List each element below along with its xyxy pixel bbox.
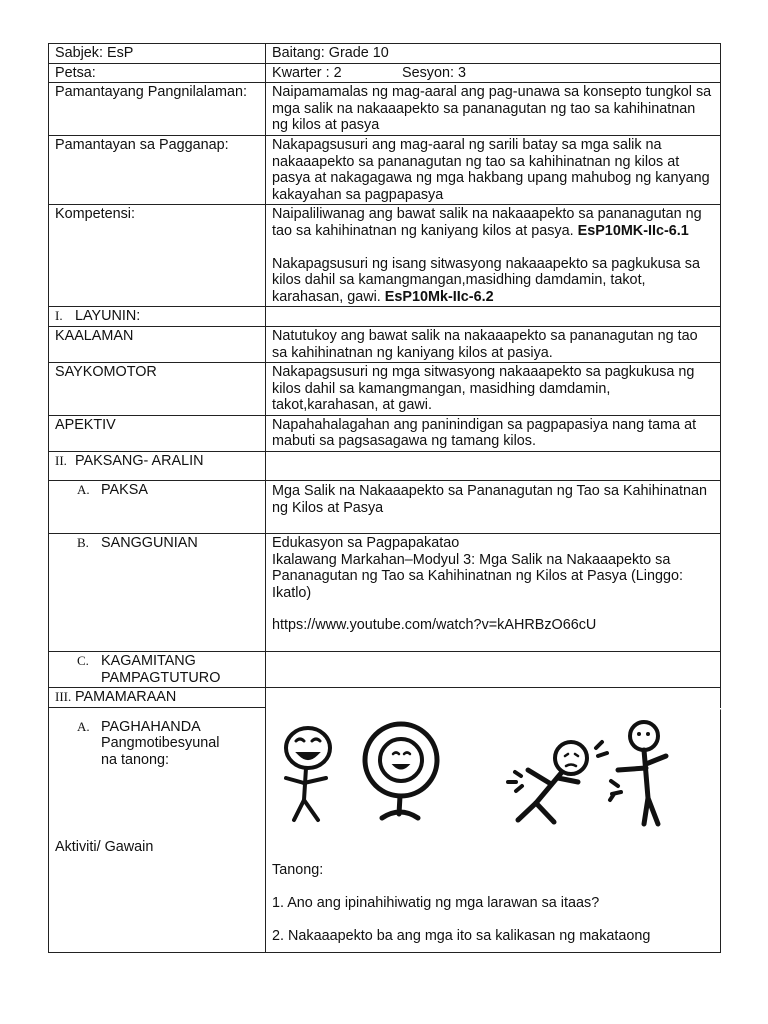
lesson-plan-table (48, 43, 721, 953)
paksa-text (266, 481, 721, 534)
table-row (49, 707, 721, 952)
content-standard-label: Pamantayang Pangnilalaman: (49, 83, 266, 136)
session-text: Sesyon: 3 (402, 64, 466, 81)
spacer (272, 634, 715, 650)
item-letter: C. (77, 653, 89, 669)
table-row (49, 415, 721, 451)
quarter-session-cell (266, 63, 721, 83)
competency-2-text: Nakapagsusuri ng isang sitwasyong nakaaapekto sa pagkukusa sa kilos dahil sa kamangmangan,masidhing damdamin, takot, karahasan, gawi. (272, 255, 700, 305)
section-title: PAKSANG- ARALIN (75, 453, 204, 470)
item-letter: B. (77, 535, 89, 551)
table-row (49, 44, 721, 64)
table-row (49, 652, 721, 688)
sanggunian-module: Ikalawang Markahan–Modyul 3: Mga Salik na Nakaaapekto sa Pananagutan ng Tao sa Kahihinatnan ng Kilos at Pasya (Linggo: Ikatlo) (272, 551, 683, 601)
stick-figure-images (266, 708, 720, 862)
competency-label: Kompetensi: (49, 205, 266, 307)
apektiv-label: APEKTIV (49, 415, 266, 451)
item-letter: A. (77, 718, 90, 734)
section-number: III. (55, 689, 72, 705)
paghahanda-label: PAGHAHANDA (101, 718, 201, 735)
empty-cell (266, 652, 721, 688)
sanggunian-label: SANGGUNIAN (101, 535, 198, 552)
table-row (49, 83, 721, 136)
table-row (49, 135, 721, 204)
content-standard-text: Naipamamalas ng mag-aaral ang pag-unawa sa konsepto tungkol sa mga salik na nakaaapekto sa pananagutan ng tao sa kahihinatnan ng kilos at pasya (266, 83, 721, 136)
paghahanda-label-cell (49, 707, 266, 952)
na-tanong-label: na tanong: (101, 752, 170, 768)
date-label: Petsa: (49, 63, 266, 83)
fighting-figures-image (508, 722, 666, 824)
sanggunian-link[interactable]: https://www.youtube.com/watch?v=kAHRBzO66cU (272, 617, 597, 634)
competency-2-code: EsP10Mk-IIc-6.2 (384, 288, 494, 305)
empty-cell (266, 452, 721, 481)
spacer (272, 601, 715, 617)
paghahanda-cell (266, 707, 721, 952)
competency-1-code: EsP10MK-IIc-6.1 (577, 222, 689, 239)
item-letter: A. (77, 482, 90, 498)
quarter-text: Kwarter : 2 (272, 64, 342, 81)
kagamitan-label-cell (49, 652, 266, 688)
table-row (49, 363, 721, 416)
performance-standard-text: Nakapagsusuri ang mag-aaral ng sarili batay sa mga salik na nakaaapekto sa pananagutan ng tao sa kahihinatnan ng kilos at pasya at nakagagawa ng mga hakbang upang mahubog ng kanyang kakayahan sa pagpapasya (266, 135, 721, 204)
section-number: II. (55, 453, 67, 469)
grade-cell: Baitang: Grade 10 (266, 44, 721, 64)
performance-standard-label: Pamantayan sa Pagganap: (49, 135, 266, 204)
competency-cell (266, 205, 721, 307)
pamamaraan-heading (49, 688, 266, 708)
stick-figure-drawings (266, 708, 722, 862)
section-title: LAYUNIN: (75, 308, 141, 325)
laughing-figure-image (286, 728, 330, 820)
section-number: I. (55, 308, 63, 324)
competency-2 (272, 256, 715, 306)
table-row (49, 688, 721, 708)
spacer (272, 240, 715, 256)
paksa-label-cell (49, 481, 266, 534)
section-title: PAMAMARAAN (75, 689, 177, 706)
empty-cell (266, 307, 721, 327)
apektiv-text: Napahahalagahan ang paninindigan sa pagpapasiya nang tama at mabuti sa pagsasagawa ng tamang kilos. (266, 415, 721, 451)
table-row (49, 452, 721, 481)
kaalaman-text: Natutukoy ang bawat salik na nakaaapekto sa pananagutan ng tao sa kahihinatnan ng kaniyang kilos at pasiya. (266, 326, 721, 362)
sanggunian-label-cell (49, 534, 266, 652)
kagamitan-label-1: KAGAMITANG (101, 653, 196, 670)
layunin-heading (49, 307, 266, 327)
aktiviti-label: Aktiviti/ Gawain (55, 838, 154, 855)
table-row (49, 63, 721, 83)
happy-figure-image (365, 724, 437, 818)
competency-1-text: Naipaliliwanag ang bawat salik na nakaaapekto sa pananagutan ng tao sa kahihinatnan ng kaniyang kilos at pasya. (272, 206, 702, 239)
question-1: 1. Ano ang ipinahihiwatig ng mga larawan sa itaas? (272, 894, 600, 911)
kagamitan-label-2: PAMPAGTUTURO (101, 669, 221, 686)
table-row (49, 481, 721, 534)
tanong-label: Tanong: (272, 862, 324, 879)
saykomotor-text: Nakapagsusuri ng mga sitwasyong nakaaapekto sa pagkukusa ng kilos dahil sa kamangmangan, masidhing damdamin, takot,karahasan, at gawi. (266, 363, 721, 416)
sanggunian-book: Edukasyon sa Pagpapakatao (272, 535, 460, 552)
saykomotor-label: SAYKOMOTOR (49, 363, 266, 416)
empty-cell (266, 688, 721, 708)
paksa-value: Mga Salik na Nakaaapekto sa Pananagutan ng Tao sa Kahihinatnan ng Kilos at Pasya (272, 483, 707, 516)
competency-1 (272, 206, 715, 239)
pangmotibesyunal-label: Pangmotibesyunal (101, 735, 220, 752)
question-2: 2. Nakaaapekto ba ang mga ito sa kalikasan ng makataong (272, 927, 651, 944)
paksang-aralin-heading (49, 452, 266, 481)
kaalaman-label: KAALAMAN (49, 326, 266, 362)
table-row (49, 307, 721, 327)
subject-cell: Sabjek: EsP (49, 44, 266, 64)
paksa-label: PAKSA (101, 482, 148, 499)
sanggunian-cell (266, 534, 721, 652)
table-row (49, 534, 721, 652)
table-row (49, 326, 721, 362)
table-row (49, 205, 721, 307)
